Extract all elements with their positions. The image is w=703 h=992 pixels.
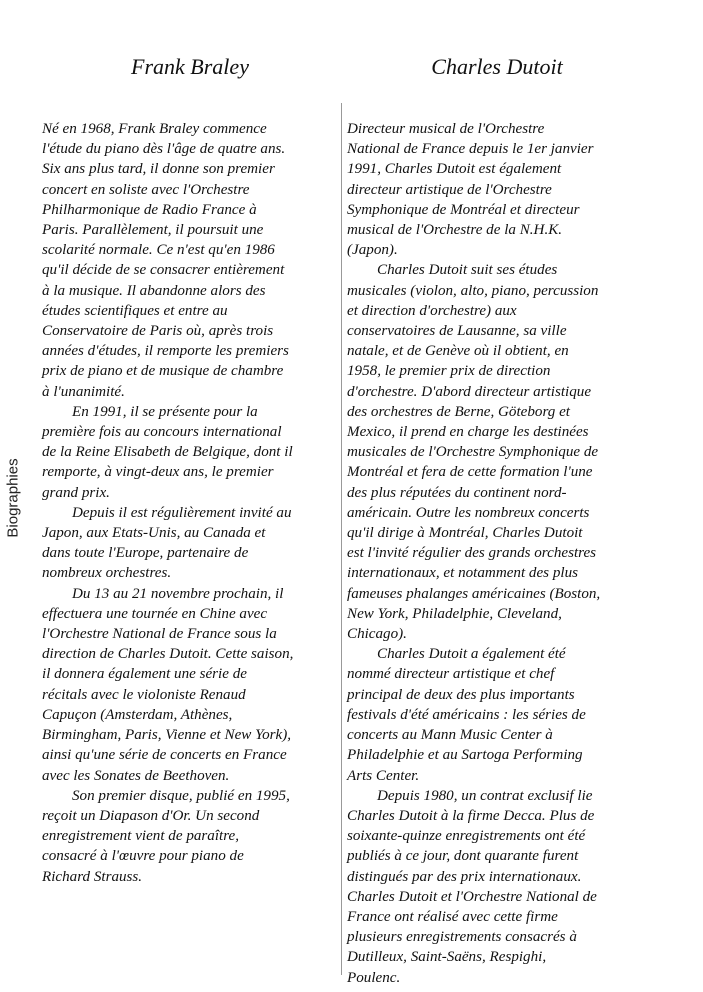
left-column-title: Frank Braley bbox=[131, 54, 249, 79]
right-paragraph-2: Charles Dutoit suit ses études musicales (violon, alto, piano, percussion et direction d'orchestre) aux conservatoires de Lausanne, sa ville natale, et de Genève où il obtient, en 1958, le premier prix de direction d'orchestre. D'abord directeur artistique des orchestres de Berne, Göteborg et Mexico, il prend en charge les destinées musicales de l'Orchestre Symphonique de Montréal et fera de cette formation l'une des plus réputées du continent nord- américain. Outre les nombreux concerts qu'il dirige à Montréal, Charles Dutoit est l'invité régulier des grands orchestres internationaux, et notamment des plus fameuses phalanges américaines (Boston, New York, Philadelphie, Cleveland, Chicago). bbox=[347, 262, 601, 643]
right-column-title: Charles Dutoit bbox=[431, 54, 563, 79]
left-paragraph-1: Né en 1968, Frank Braley commence l'étude du piano dès l'âge de quatre ans. Six ans plus tard, il donne son premier concert en soliste avec l'Orchestre Philharmonique de Radio France à Paris. Parallèlement, il poursuit une scolarité normale. Ce n'est qu'en 1986 qu'il décide de se consacrer entièrement à la musique. Il abandonne alors des études scientifiques et entre au Conservatoire de Paris où, après trois années d'études, il remporte les premiers prix de piano et de musique de chambre à l'unanimité. bbox=[42, 121, 289, 400]
left-paragraph-2: En 1991, il se présente pour la première fois au concours international de la Reine Elisabeth de Belgique, dont il remporte, à vingt-deux ans, le premier grand prix. bbox=[42, 403, 293, 501]
right-paragraph-4: Depuis 1980, un contrat exclusif lie Charles Dutoit à la firme Decca. Plus de soixante-quinze enregistrements ont été publiés à ce jour, dont quarante furent distingués par des prix internationaux. Charles Dutoit et l'Orchestre National de France ont réalisé avec cette firme plusieurs enregistrements consacrés à Dutilleux, Saint-Saëns, Respighi, Poulenc. bbox=[347, 787, 597, 986]
right-column bbox=[347, 52, 647, 988]
side-label-text: Biographies bbox=[4, 458, 22, 538]
left-paragraph-5: Son premier disque, publié en 1995, reçoit un Diapason d'Or. Un second enregistrement vient de paraître, consacré à l'œuvre pour piano de Richard Strauss. bbox=[42, 787, 290, 885]
right-paragraph-1: Directeur musical de l'Orchestre National de France depuis le 1er janvier 1991, Charles Dutoit est également directeur artistique de l'Orchestre Symphonique de Montréal et directeur musical de l'Orchestre de la N.H.K. (Japon). bbox=[347, 121, 594, 259]
left-paragraph-3: Depuis il est régulièrement invité au Japon, aux Etats-Unis, au Canada et dans toute l'Europe, partenaire de nombreux orchestres. bbox=[42, 504, 292, 582]
section-side-label bbox=[2, 452, 24, 544]
left-column bbox=[42, 52, 338, 887]
column-divider bbox=[341, 103, 342, 975]
right-paragraph-3: Charles Dutoit a également été nommé directeur artistique et chef principal de deux des plus importants festivals d'été américains : les séries de concerts au Mann Music Center à Philadelphie et au Sartoga Performing Arts Center. bbox=[347, 646, 586, 784]
left-paragraph-4: Du 13 au 21 novembre prochain, il effectuera une tournée en Chine avec l'Orchestre National de France sous la direction de Charles Dutoit. Cette saison, il donnera également une série de récitals avec le violoniste Renaud Capuçon (Amsterdam, Athènes, Birmingham, Paris, Vienne et New York), ainsi qu'une série de concerts en France avec les Sonates de Beethoven. bbox=[42, 585, 294, 784]
